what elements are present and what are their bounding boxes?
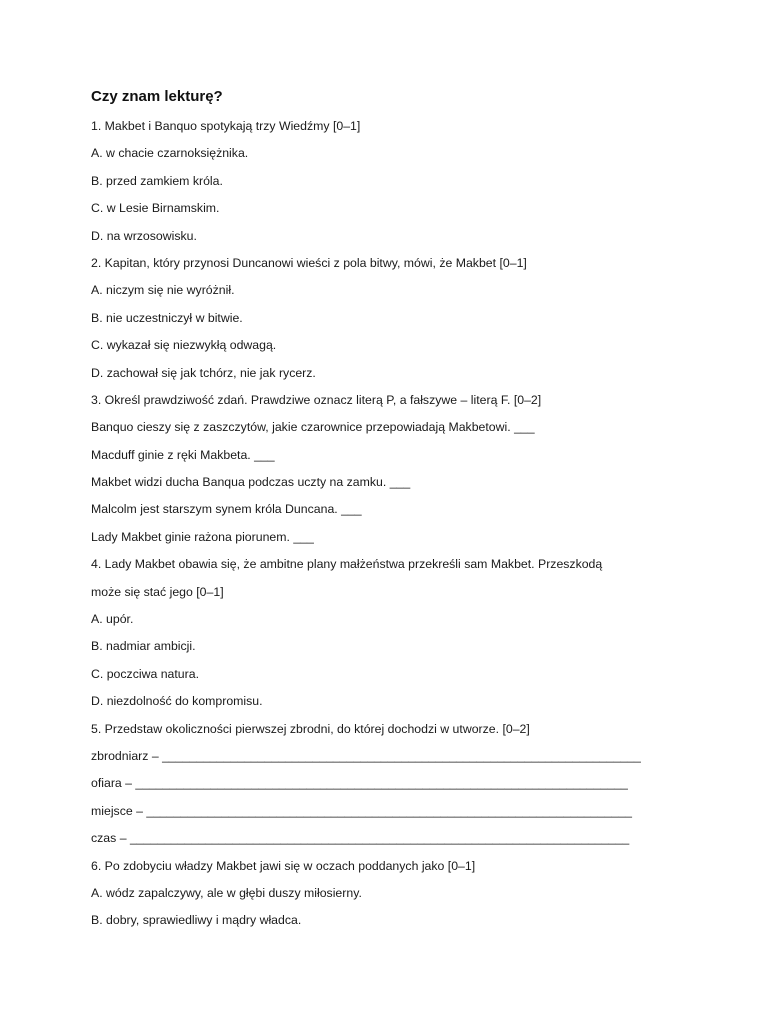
answer-option: A. upór. — [91, 612, 134, 627]
true-false-statement: Malcolm jest starszym synem króla Duncana. ___ — [91, 502, 362, 517]
question-2: 2. Kapitan, który przynosi Duncanowi wieści z pola bitwy, mówi, że Makbet [0–1] — [91, 255, 527, 270]
question-1: 1. Makbet i Banquo spotykają trzy Wiedźmy [0–1] — [91, 119, 361, 133]
answer-option: A. wódz zapalczywy, ale w głębi duszy miłosierny. — [91, 885, 362, 900]
answer-option: D. zachował się jak tchórz, nie jak rycerz. — [91, 365, 316, 380]
answer-option: B. przed zamkiem króla. — [91, 173, 223, 188]
fill-in-field-ofiara: ofiara – ________________________________________________________________________ — [91, 776, 628, 791]
answer-option: C. poczciwa natura. — [91, 666, 199, 681]
answer-option: B. nadmiar ambicji. — [91, 639, 196, 654]
question-6: 6. Po zdobyciu władzy Makbet jawi się w oczach poddanych jako [0–1] — [91, 858, 476, 873]
fill-in-field-miejsce: miejsce – _______________________________________________________________________ — [91, 803, 632, 818]
answer-option: C. wykazał się niezwykłą odwagą. — [91, 338, 277, 353]
true-false-statement: Makbet widzi ducha Banqua podczas uczty na zamku. ___ — [91, 475, 411, 490]
question-4: 4. Lady Makbet obawia się, że ambitne plany małżeństwa przekreśli sam Makbet. Przeszkodą — [91, 557, 603, 572]
answer-option: C. w Lesie Birnamskim. — [91, 201, 220, 216]
true-false-statement: Macduff ginie z ręki Makbeta. ___ — [91, 447, 275, 462]
question-4-continued: może się stać jego [0–1] — [91, 584, 224, 599]
true-false-statement: Banquo cieszy się z zaszczytów, jakie czarownice przepowiadają Makbetowi. ___ — [91, 420, 535, 435]
answer-option: B. nie uczestniczył w bitwie. — [91, 310, 243, 325]
answer-option: A. niczym się nie wyróżnił. — [91, 283, 235, 298]
answer-option: A. w chacie czarnoksiężnika. — [91, 146, 249, 161]
question-5: 5. Przedstaw okoliczności pierwszej zbrodni, do której dochodzi w utworze. [0–2] — [91, 721, 530, 736]
fill-in-field-czas: czas – _________________________________________________________________________ — [91, 831, 630, 846]
answer-option: B. dobry, sprawiedliwy i mądry władca. — [91, 913, 302, 928]
answer-option: D. niezdolność do kompromisu. — [91, 694, 263, 709]
worksheet — [91, 86, 651, 935]
true-false-statement: Lady Makbet ginie rażona piorunem. ___ — [91, 529, 314, 544]
question-3: 3. Określ prawdziwość zdań. Prawdziwe oznacz literą P, a fałszywe – literą F. [0–2] — [91, 392, 542, 407]
fill-in-field-zbrodniarz: zbrodniarz – ______________________________________________________________________ — [91, 748, 641, 763]
answer-option: D. na wrzosowisku. — [91, 228, 197, 243]
worksheet-title: Czy znam lekturę? — [91, 88, 223, 105]
